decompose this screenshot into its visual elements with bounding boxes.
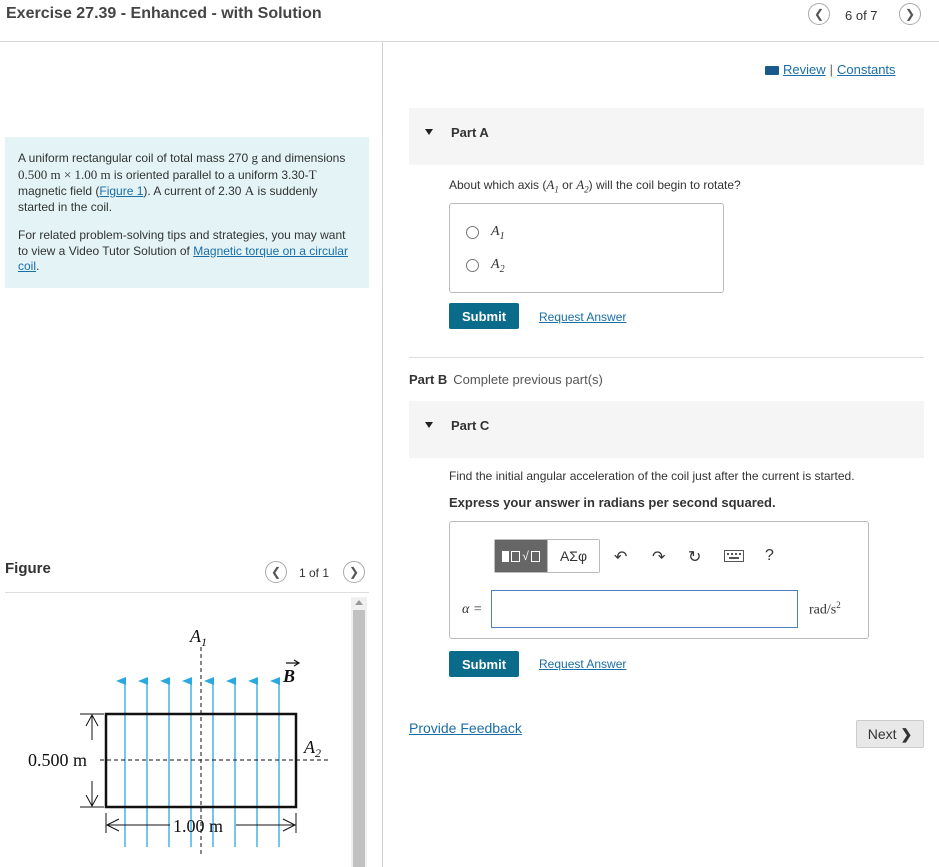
constants-link[interactable]: Constants — [837, 62, 896, 77]
chevron-left-icon: ❮ — [270, 565, 282, 579]
question-text-start: About which axis ( — [449, 178, 547, 192]
reset-icon[interactable]: ↻ — [688, 549, 702, 566]
axis-a2-symbol: $A_2$ — [576, 177, 589, 195]
choice-a2-label: $A_2$ — [491, 257, 505, 275]
choice-a1[interactable] — [466, 224, 505, 242]
choice-a1-label: $A_1$ — [491, 224, 505, 242]
figure-divider — [5, 592, 369, 593]
video-tutor-link[interactable]: Magnetic torque on a circular coil — [18, 243, 348, 273]
answer-box — [449, 521, 869, 639]
chevron-left-icon: ❮ — [813, 7, 825, 21]
part-c-label: Part C — [451, 418, 490, 433]
part-c-submit-button[interactable]: Submit — [449, 651, 519, 677]
collapse-triangle-icon[interactable] — [425, 129, 433, 135]
problem-text-2: and dimensions — [257, 151, 346, 165]
math-toolbar — [494, 539, 600, 573]
provide-feedback-link[interactable]: Provide Feedback — [409, 720, 522, 736]
scroll-up-icon[interactable] — [355, 600, 363, 605]
templates-button[interactable] — [495, 540, 547, 572]
field-b-label: B — [283, 666, 296, 686]
radio-a2[interactable] — [466, 259, 479, 272]
answer-input[interactable] — [491, 590, 798, 628]
part-b-status: Complete previous part(s) — [453, 372, 603, 387]
part-a-submit-button[interactable]: Submit — [449, 303, 519, 329]
book-icon — [765, 66, 779, 75]
problem-text-6: is suddenly started in the coil. — [18, 184, 318, 214]
problem-text-3: is oriented parallel to a uniform 3.30- — [110, 167, 309, 182]
part-a-request-answer-link[interactable]: Request Answer — [539, 310, 627, 324]
coil-dimensions: 0.500 m × 1.00 m — [18, 166, 111, 182]
width-label: 1.00 m — [173, 816, 224, 836]
problem-text — [18, 150, 356, 215]
exercise-counter: 6 of 7 — [845, 8, 878, 23]
problem-text-5: ). A current of 2.30 — [143, 184, 245, 198]
tips-prefix: For related problem-solving tips and strategies, you may want to view a Video Tutor Solution of — [18, 228, 346, 258]
part-a-choices — [449, 203, 724, 293]
part-b-label: Part B — [409, 372, 448, 387]
part-a-question — [449, 177, 741, 195]
problem-text-4: magnetic field ( — [18, 184, 100, 198]
chevron-right-icon: ❯ — [348, 565, 360, 579]
problem-statement — [5, 137, 369, 288]
question-text-or: or — [558, 178, 577, 192]
unit-ampere: A — [244, 183, 255, 198]
tips-text — [18, 228, 356, 275]
radio-a1[interactable] — [466, 226, 479, 239]
collapse-triangle-icon[interactable] — [425, 422, 433, 428]
review-link[interactable]: Review — [783, 62, 826, 77]
axis-a1-symbol: $A_1$ — [546, 177, 559, 195]
figure-counter: 1 of 1 — [299, 566, 330, 580]
height-label: 0.500 m — [28, 750, 88, 770]
next-button[interactable] — [856, 720, 924, 748]
unit-grams: g — [251, 150, 258, 165]
part-c-request-answer-link[interactable]: Request Answer — [539, 657, 627, 671]
greek-symbols-button[interactable]: ΑΣφ — [547, 540, 599, 572]
part-a-label: Part A — [451, 125, 489, 140]
coil-figure — [0, 595, 350, 867]
next-exercise-button[interactable] — [899, 3, 921, 25]
figure-heading: Figure — [5, 560, 51, 577]
exercise-title: Exercise 27.39 - Enhanced - with Solution — [6, 5, 322, 22]
figure-link[interactable]: Figure 1 — [99, 184, 144, 198]
unit-tesla: T — [308, 166, 317, 182]
header — [0, 0, 939, 42]
templates-icon: √ — [502, 549, 540, 563]
part-c-header[interactable] — [409, 401, 924, 458]
problem-text-1: A uniform rectangular coil of total mass 270 — [18, 151, 252, 165]
question-text-end: ) will the coil begin to rotate? — [588, 178, 741, 192]
figure-scrollbar[interactable] — [351, 597, 367, 867]
scrollbar-thumb[interactable] — [353, 610, 365, 867]
part-c-question: Find the initial angular acceleration of the coil just after the current is started. — [449, 469, 855, 483]
tips-suffix: . — [36, 259, 40, 273]
previous-exercise-button[interactable] — [808, 3, 830, 25]
pane-divider — [382, 42, 383, 867]
redo-icon[interactable]: ↷ — [652, 549, 666, 566]
part-divider — [409, 357, 924, 358]
chevron-right-icon: ❯ — [900, 725, 913, 742]
keyboard-icon[interactable] — [724, 549, 744, 567]
next-label: Next — [867, 726, 897, 742]
alpha-label: α = — [462, 602, 483, 617]
undo-icon[interactable]: ↶ — [614, 549, 628, 566]
choice-a2[interactable] — [466, 257, 505, 275]
figure-previous-button[interactable] — [265, 561, 287, 583]
help-icon[interactable]: ? — [765, 547, 774, 564]
part-a-header[interactable] — [409, 108, 924, 165]
review-constants: Review | Constants — [765, 62, 896, 77]
axis-a2-label: $A_2$ — [304, 737, 321, 760]
chevron-right-icon: ❯ — [904, 7, 916, 21]
axis-a1-label: $A_1$ — [190, 626, 207, 649]
units-label: rad/$s^2$ — [809, 600, 841, 618]
part-b-row — [409, 372, 603, 387]
part-c-instruction: Express your answer in radians per second squared. — [449, 495, 776, 510]
figure-next-button[interactable] — [343, 561, 365, 583]
